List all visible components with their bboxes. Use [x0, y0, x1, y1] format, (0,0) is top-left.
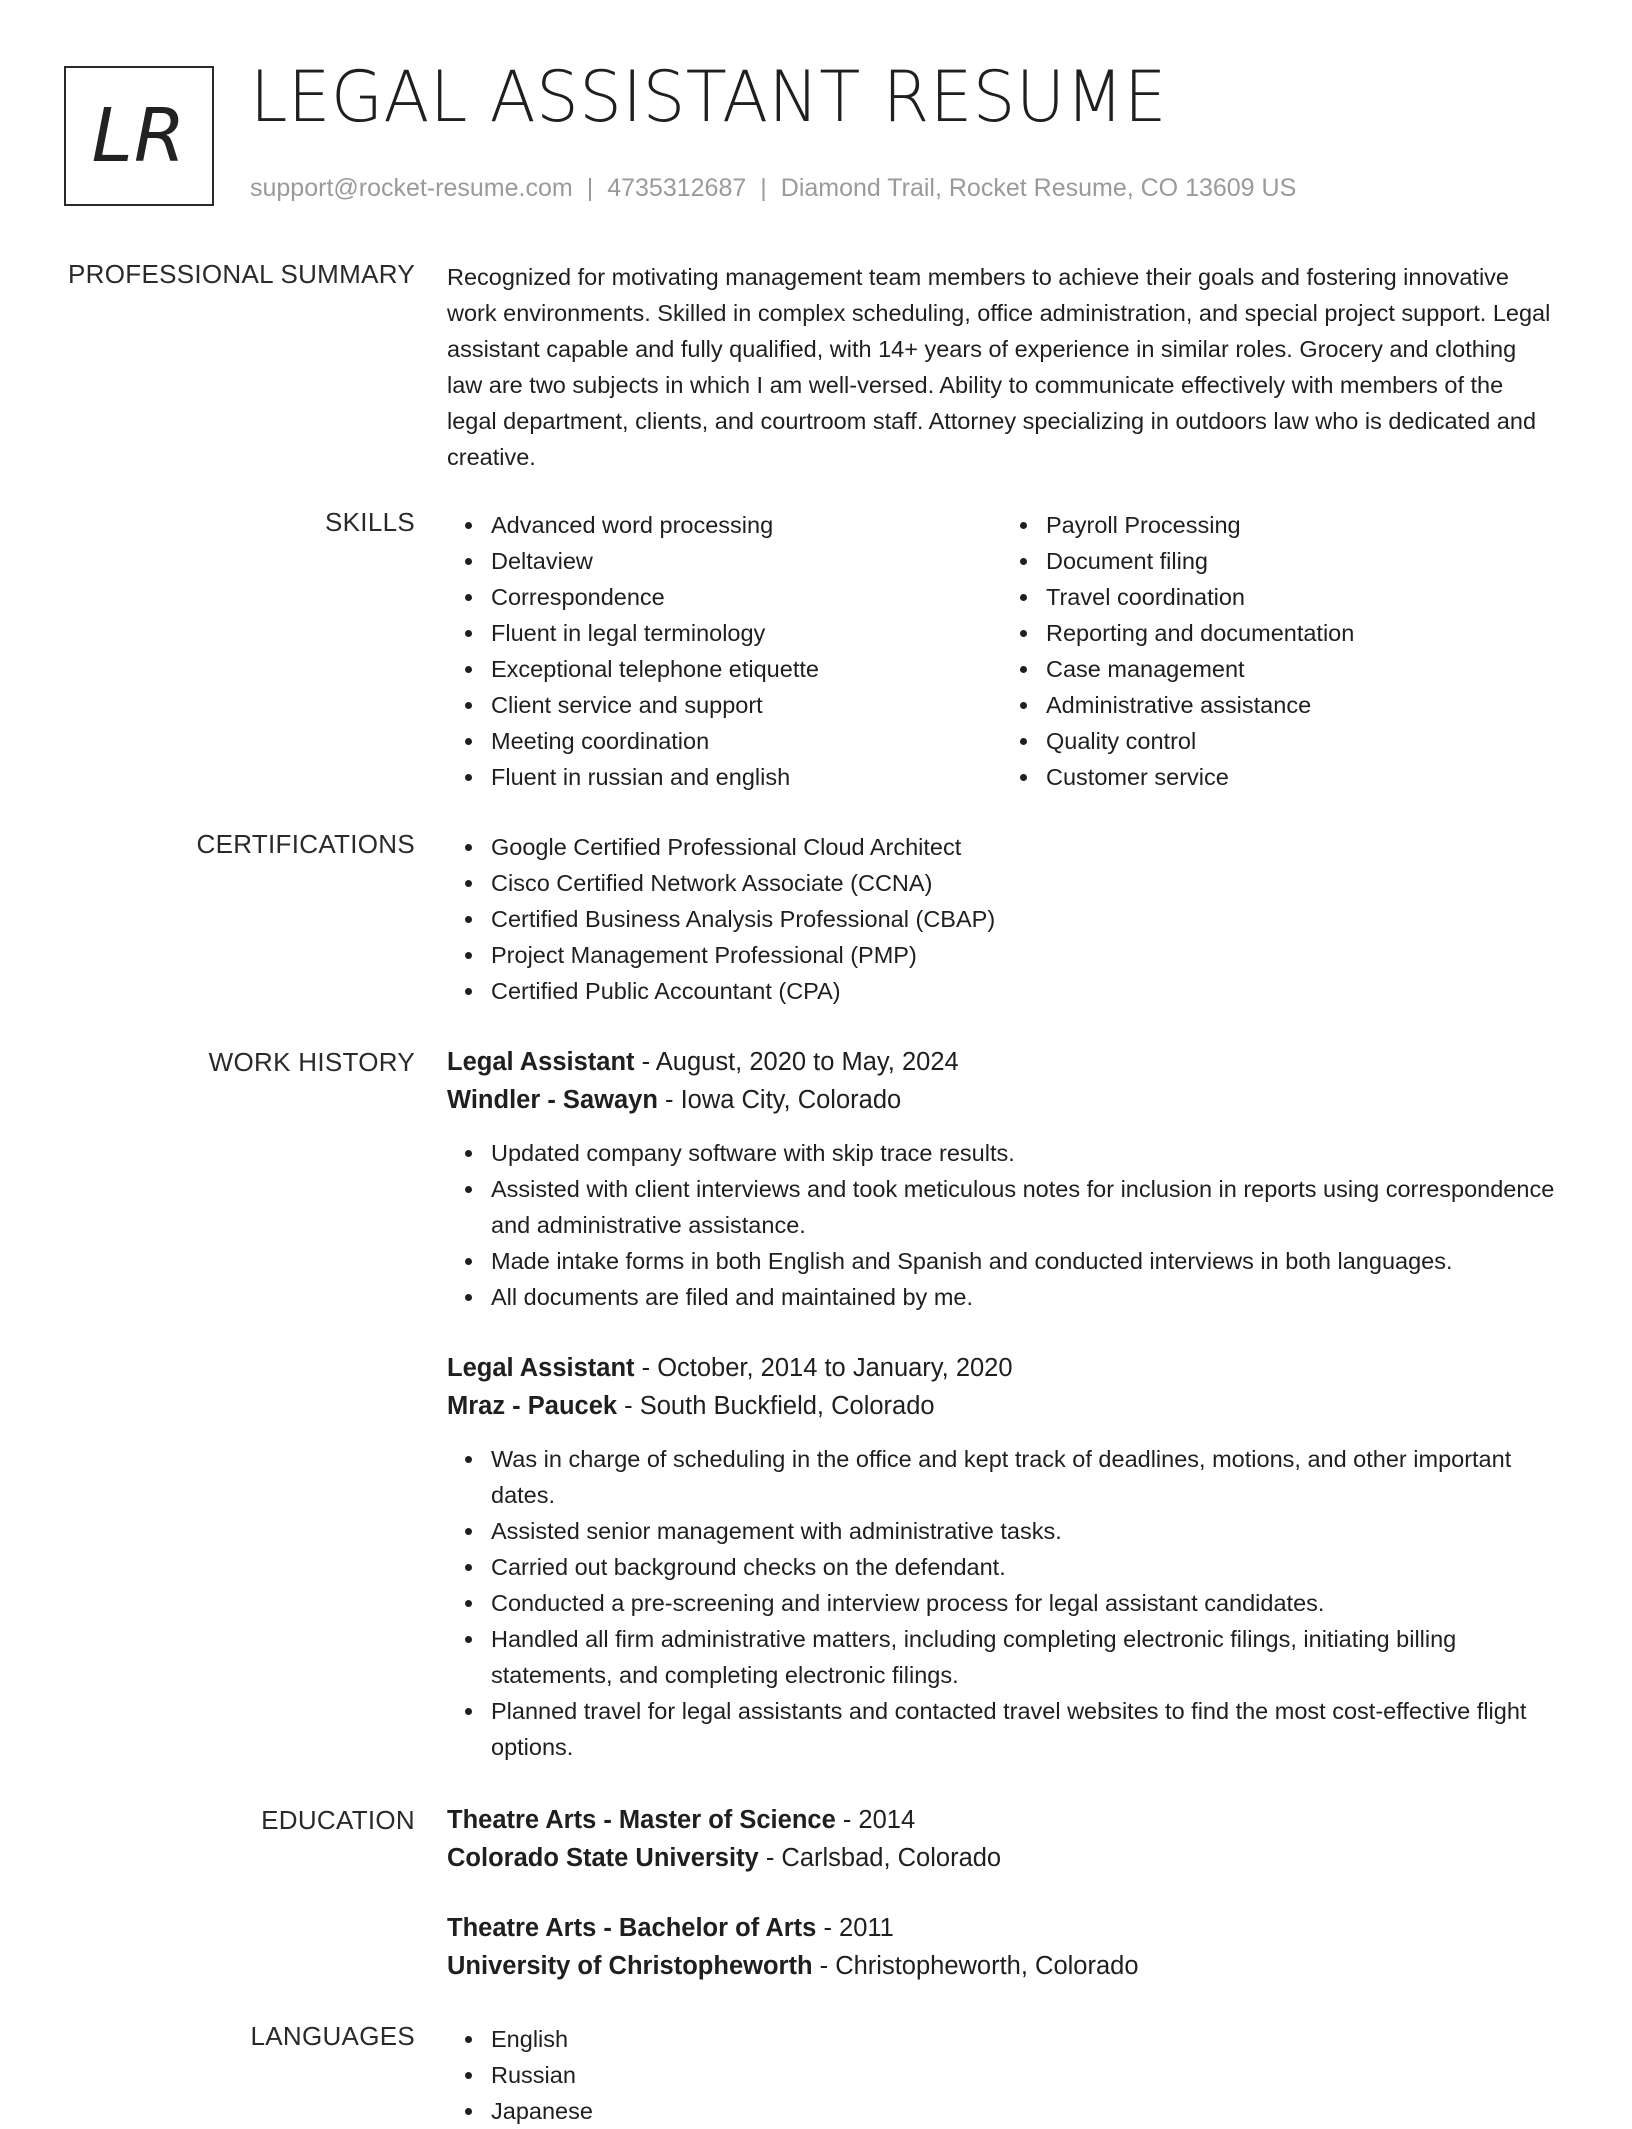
job-entry [447, 1349, 1557, 1765]
skill-item: Case management [1046, 651, 1557, 687]
contact-phone[interactable]: 4735312687 [607, 174, 747, 202]
job-entry [447, 1043, 1557, 1315]
summary-heading: PROFESSIONAL SUMMARY [68, 259, 415, 289]
certifications-heading: CERTIFICATIONS [196, 829, 415, 859]
skill-item: Client service and support [491, 687, 1002, 723]
skills-list-right [1002, 507, 1557, 795]
job-title: Legal Assistant [447, 1354, 635, 1382]
skill-item: Customer service [1046, 759, 1557, 795]
skill-item: Travel coordination [1046, 579, 1557, 615]
language-item: Japanese [491, 2093, 1557, 2129]
job-company: Mraz - Paucek [447, 1392, 618, 1420]
certification-item: Cisco Certified Network Associate (CCNA) [491, 865, 1557, 901]
education-location: - Christopheworth, Colorado [812, 1952, 1139, 1980]
certification-item: Google Certified Professional Cloud Architect [491, 829, 1557, 865]
job-duty: Updated company software with skip trace results. [491, 1135, 1557, 1171]
certification-item: Certified Business Analysis Professional (CBAP) [491, 901, 1557, 937]
job-company-line [447, 1081, 1557, 1119]
job-title: Legal Assistant [447, 1048, 635, 1076]
summary-text: Recognized for motivating management team members to achieve their goals and fostering innovative work environments. Skilled in complex scheduling, office administration, and special project support. Legal assistant capable and fully qualified, with 14+ years of experience in similar roles. Grocery and clothing law are two subjects in which I am well-versed. Ability to communicate effectively with members of the legal department, clients, and courtroom staff. Attorney specializing in outdoors law who is dedicated and creative. [447, 264, 1551, 470]
certifications-list [447, 829, 1557, 1009]
job-duties-list [447, 1441, 1557, 1765]
job-duty: Conducted a pre-screening and interview process for legal assistant candidates. [491, 1585, 1557, 1621]
job-company: Windler - Sawayn [447, 1086, 658, 1114]
job-duty: All documents are filed and maintained by me. [491, 1279, 1557, 1315]
resume-title: LEGAL ASSISTANT RESUME [250, 56, 1167, 138]
education-entry [447, 1801, 1557, 1877]
job-duty: Made intake forms in both English and Spanish and conducted interviews in both languages. [491, 1243, 1557, 1279]
job-duty: Assisted with client interviews and took meticulous notes for inclusion in reports using correspondence and administrative assistance. [491, 1171, 1557, 1243]
job-dates: - August, 2020 to May, 2024 [634, 1048, 959, 1076]
skill-item: Fluent in russian and english [491, 759, 1002, 795]
job-title-line [447, 1043, 1557, 1081]
skill-item: Deltaview [491, 543, 1002, 579]
job-duty: Planned travel for legal assistants and contacted travel websites to find the most cost-effective flight options. [491, 1693, 1557, 1765]
skill-item: Quality control [1046, 723, 1557, 759]
job-duty: Handled all firm administrative matters, including completing electronic filings, initiating billing statements, and completing electronic filings. [491, 1621, 1557, 1693]
contact-separator: | [760, 174, 767, 202]
job-duty: Carried out background checks on the defendant. [491, 1549, 1557, 1585]
education-school: University of Christopheworth [447, 1952, 813, 1980]
contact-line [250, 174, 1296, 203]
skill-item: Administrative assistance [1046, 687, 1557, 723]
education-degree: Theatre Arts - Master of Science [447, 1806, 836, 1834]
job-company-line [447, 1387, 1557, 1425]
monogram-logo: LR [64, 66, 214, 206]
skill-item: Meeting coordination [491, 723, 1002, 759]
skill-item: Fluent in legal terminology [491, 615, 1002, 651]
education-heading: EDUCATION [261, 1805, 415, 1835]
education-school-line [447, 1839, 1557, 1877]
education-school-line [447, 1947, 1557, 1985]
language-item: Russian [491, 2057, 1557, 2093]
skill-item: Advanced word processing [491, 507, 1002, 543]
skill-item: Correspondence [491, 579, 1002, 615]
job-duties-list [447, 1135, 1557, 1315]
skills-list-left [447, 507, 1002, 795]
language-item: English [491, 2021, 1557, 2057]
education-degree-line [447, 1909, 1557, 1947]
job-location: - South Buckfield, Colorado [617, 1392, 935, 1420]
work-history-heading: WORK HISTORY [208, 1047, 415, 1077]
languages-list [447, 2021, 1557, 2129]
skill-item: Payroll Processing [1046, 507, 1557, 543]
education-location: - Carlsbad, Colorado [758, 1844, 1002, 1872]
skill-item: Reporting and documentation [1046, 615, 1557, 651]
job-title-line [447, 1349, 1557, 1387]
certification-item: Project Management Professional (PMP) [491, 937, 1557, 973]
education-year: - 2011 [816, 1914, 894, 1942]
job-duty: Was in charge of scheduling in the office and kept track of deadlines, motions, and other important dates. [491, 1441, 1557, 1513]
education-degree-line [447, 1801, 1557, 1839]
contact-email[interactable]: support@rocket-resume.com [250, 174, 573, 202]
contact-separator: | [586, 174, 594, 202]
education-entry [447, 1909, 1557, 1985]
job-location: - Iowa City, Colorado [657, 1086, 902, 1114]
skill-item: Document filing [1046, 543, 1557, 579]
contact-address: Diamond Trail, Rocket Resume, CO 13609 US [780, 174, 1297, 202]
education-year: - 2014 [835, 1806, 916, 1834]
skill-item: Exceptional telephone etiquette [491, 651, 1002, 687]
education-school: Colorado State University [447, 1844, 759, 1872]
languages-heading: LANGUAGES [250, 2021, 415, 2051]
skills-heading: SKILLS [325, 507, 415, 537]
job-dates: - October, 2014 to January, 2020 [634, 1354, 1013, 1382]
education-degree: Theatre Arts - Bachelor of Arts [447, 1914, 817, 1942]
job-duty: Assisted senior management with administrative tasks. [491, 1513, 1557, 1549]
certification-item: Certified Public Accountant (CPA) [491, 973, 1557, 1009]
